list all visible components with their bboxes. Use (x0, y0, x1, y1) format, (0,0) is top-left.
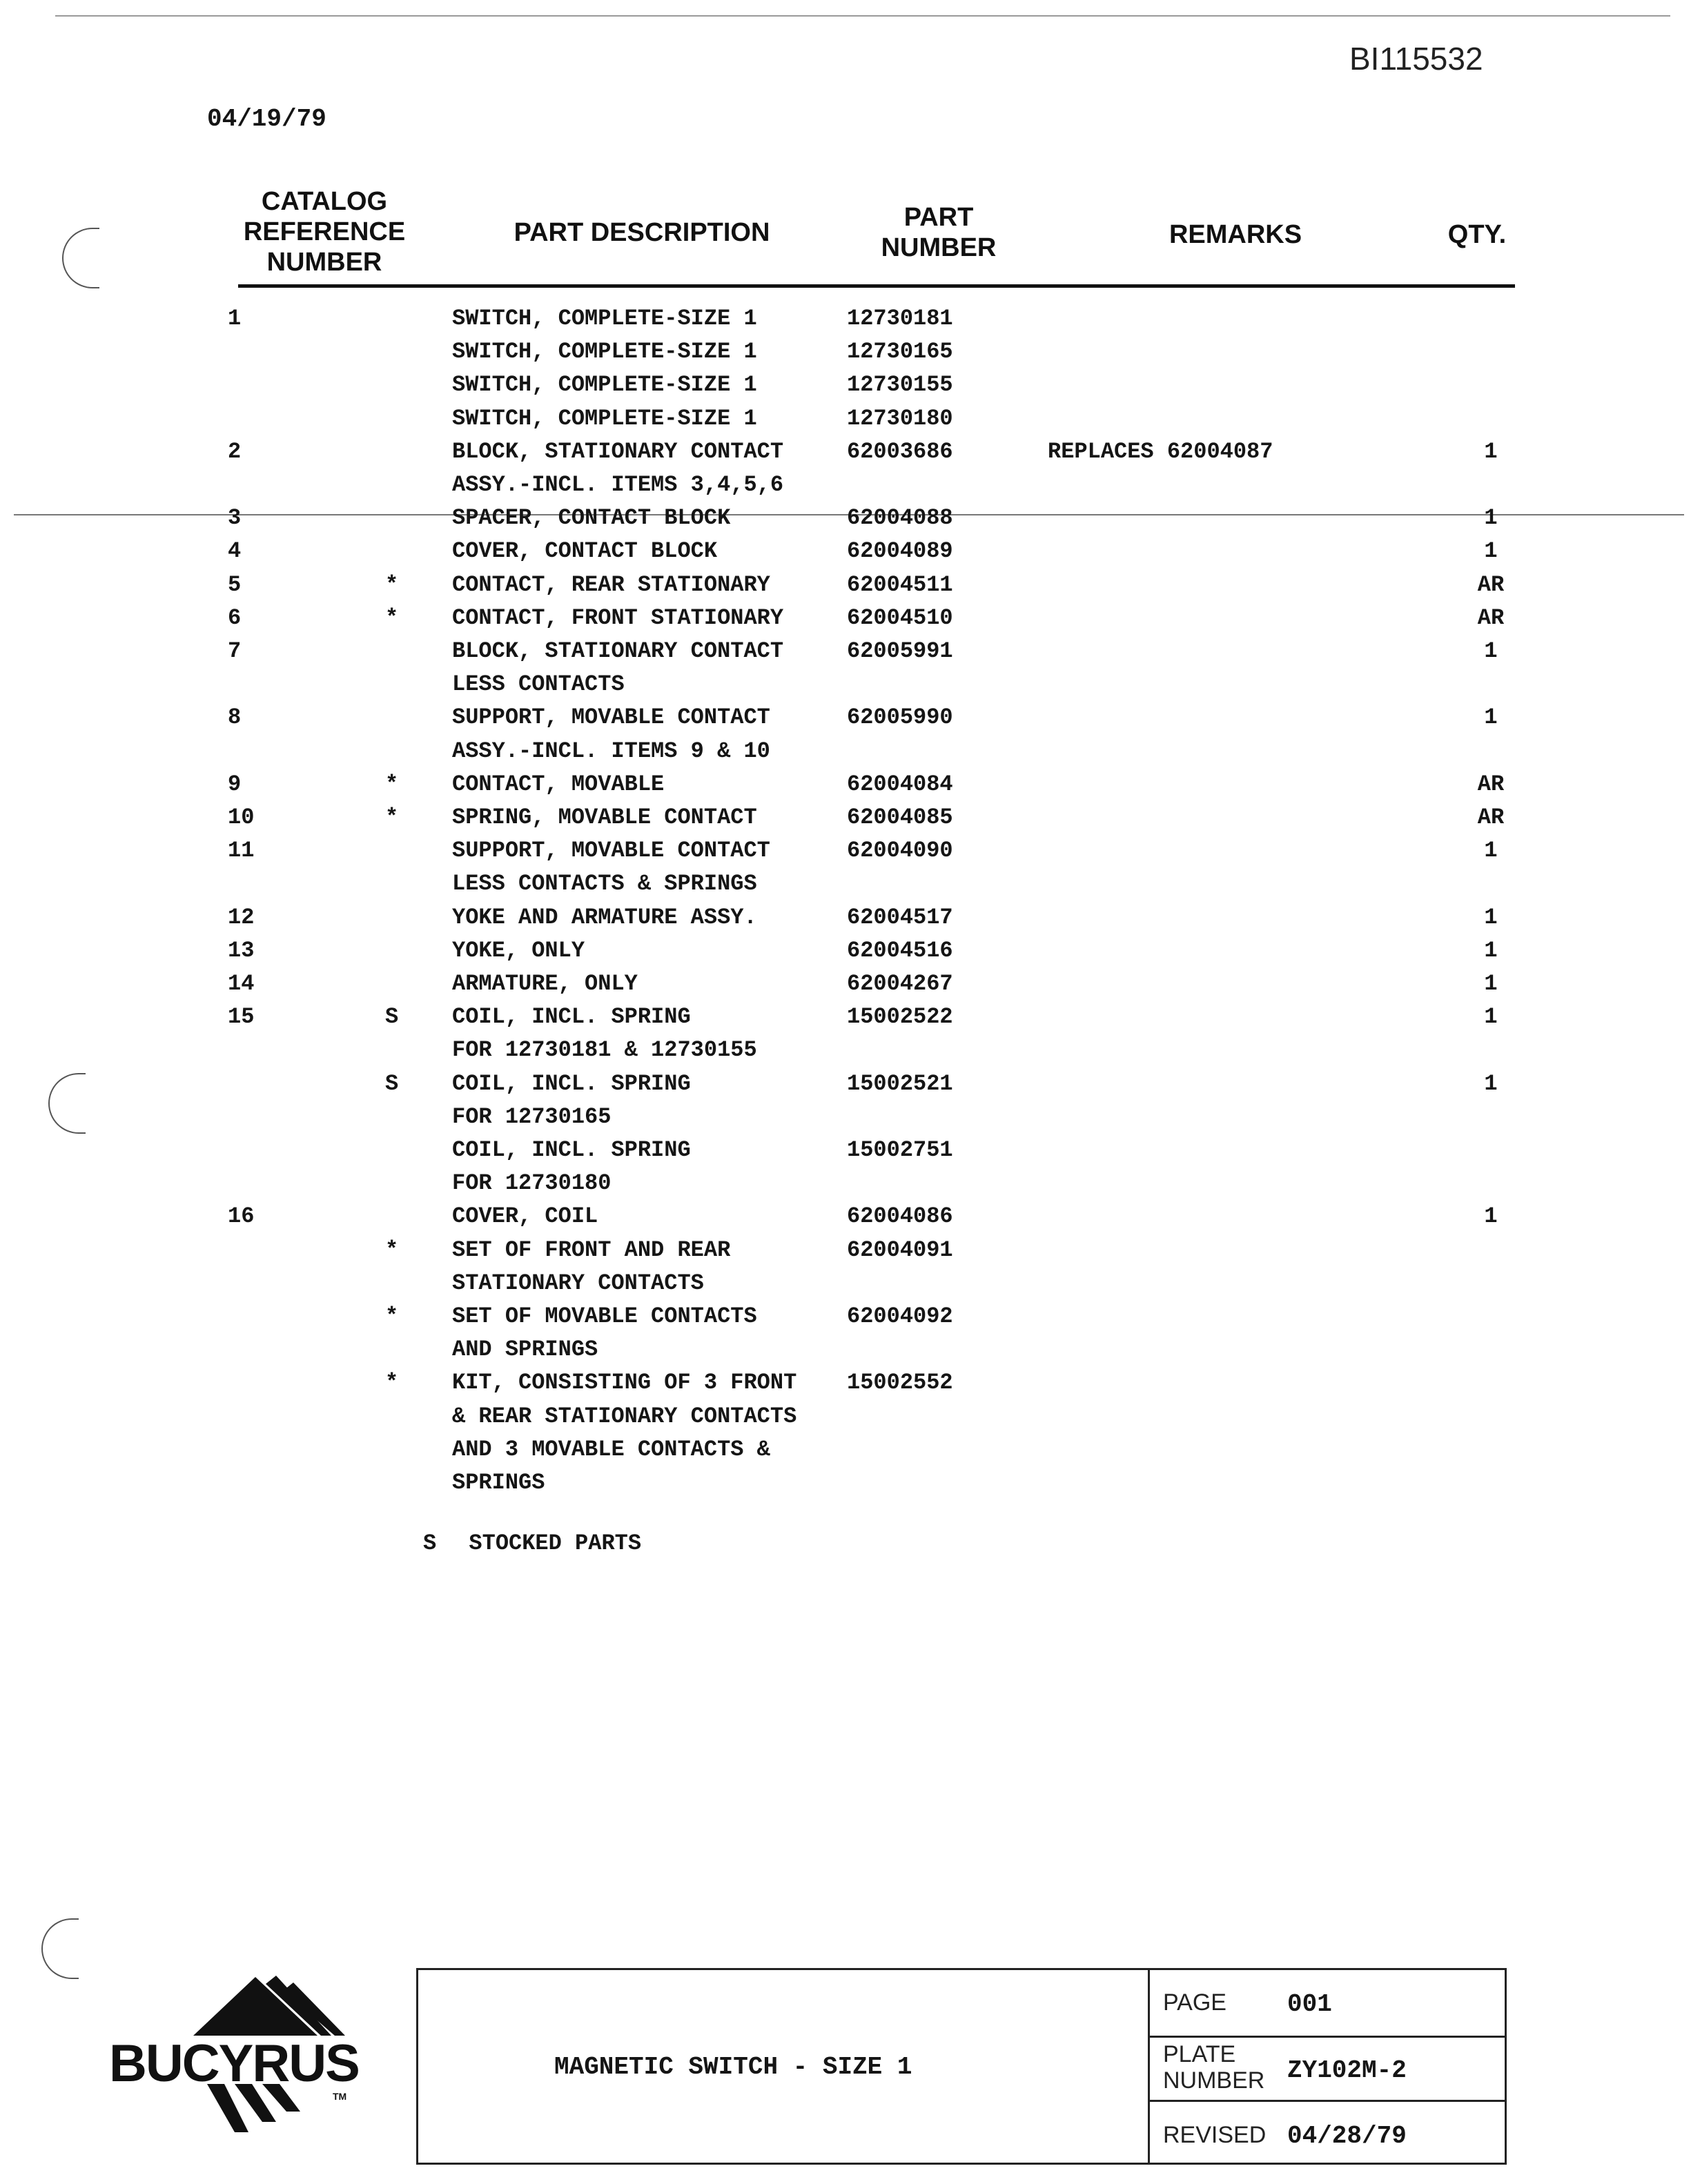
description-cell: SPACER, CONTACT BLOCK (452, 505, 731, 531)
description-cell: SPRING, MOVABLE CONTACT (452, 805, 757, 830)
description-cell: STATIONARY CONTACTS (452, 1270, 704, 1296)
part-number-cell: 62004510 (847, 604, 953, 631)
table-row (0, 1267, 1691, 1300)
qty-cell: 1 (1484, 971, 1498, 996)
table-row (0, 435, 1691, 469)
part-number-cell: 62004085 (847, 805, 953, 830)
qty-cell: AR (1477, 604, 1505, 631)
plate-label: PLATE NUMBER (1163, 2041, 1265, 2094)
catalog-ref-cell: 6 (228, 604, 242, 631)
description-cell: YOKE, ONLY (452, 937, 585, 963)
description-cell: AND 3 MOVABLE CONTACTS & (452, 1436, 770, 1462)
part-number-cell: 12730165 (847, 339, 953, 365)
description-cell: SUPPORT, MOVABLE CONTACT (452, 838, 770, 864)
description-cell: COIL, INCL. SPRING (452, 1137, 691, 1163)
part-number-cell: 15002552 (847, 1370, 953, 1396)
revised-date: 04/28/79 (1287, 2122, 1407, 2150)
table-row (0, 735, 1691, 768)
table-row (0, 768, 1691, 801)
mark-cell: S (385, 1070, 399, 1096)
table-row (0, 1101, 1691, 1134)
table-row (0, 1400, 1691, 1433)
header-rule (238, 284, 1515, 288)
table-row (0, 801, 1691, 834)
part-number-cell: 62004090 (847, 838, 953, 864)
table-row (0, 635, 1691, 668)
part-number-cell: 15002521 (847, 1070, 953, 1096)
plate-number: ZY102M-2 (1287, 2056, 1407, 2085)
table-row (0, 934, 1691, 967)
logo-trademark: TM (333, 2091, 347, 2102)
description-cell: BLOCK, STATIONARY CONTACT (452, 638, 784, 664)
description-cell: CONTACT, MOVABLE (452, 771, 665, 797)
catalog-ref-cell: 5 (228, 571, 242, 598)
mark-cell: * (385, 604, 399, 631)
qty-cell: AR (1477, 771, 1505, 797)
part-number-cell: 62004088 (847, 505, 953, 531)
description-cell: SWITCH, COMPLETE-SIZE 1 (452, 306, 757, 331)
description-cell: SET OF FRONT AND REAR (452, 1237, 731, 1263)
mark-cell: * (385, 1303, 399, 1329)
bucyrus-logo (104, 1970, 400, 2163)
description-cell: SET OF MOVABLE CONTACTS (452, 1303, 757, 1329)
part-number-cell: 12730181 (847, 306, 953, 331)
description-cell: SWITCH, COMPLETE-SIZE 1 (452, 339, 757, 365)
legend (423, 1531, 641, 1556)
qty-cell: 1 (1484, 838, 1498, 864)
table-row (0, 1001, 1691, 1034)
catalog-ref-cell: 8 (228, 705, 242, 731)
table-row (0, 1034, 1691, 1067)
legend-text: STOCKED PARTS (469, 1531, 642, 1556)
part-number-cell: 62004086 (847, 1203, 953, 1230)
part-number-cell: 62004091 (847, 1237, 953, 1263)
description-cell: SWITCH, COMPLETE-SIZE 1 (452, 372, 757, 398)
part-number-cell: 62004516 (847, 937, 953, 963)
catalog-ref-cell: 1 (228, 306, 242, 331)
table-row (0, 1134, 1691, 1167)
description-cell: SUPPORT, MOVABLE CONTACT (452, 705, 770, 731)
qty-cell: AR (1477, 571, 1505, 598)
part-number-cell: 62004084 (847, 771, 953, 797)
header-remarks: REMARKS (1169, 220, 1302, 249)
qty-cell: 1 (1484, 505, 1498, 531)
description-cell: KIT, CONSISTING OF 3 FRONT (452, 1370, 797, 1396)
qty-cell: AR (1477, 805, 1505, 830)
description-cell: LESS CONTACTS & SPRINGS (452, 871, 757, 897)
description-cell: SWITCH, COMPLETE-SIZE 1 (452, 405, 757, 431)
catalog-ref-cell: 7 (228, 638, 242, 664)
table-row (0, 535, 1691, 568)
qty-cell: 1 (1484, 538, 1498, 564)
description-cell: LESS CONTACTS (452, 671, 625, 698)
part-number-cell: 62005991 (847, 638, 953, 664)
table-row (0, 1433, 1691, 1466)
table-row (0, 502, 1691, 535)
drawing-title: MAGNETIC SWITCH - SIZE 1 (554, 2053, 912, 2081)
catalog-ref-cell: 4 (228, 538, 242, 564)
table-row (0, 1068, 1691, 1101)
mark-cell: S (385, 1004, 399, 1030)
table-row (0, 1366, 1691, 1399)
description-cell: COIL, INCL. SPRING (452, 1004, 691, 1030)
table-row (0, 834, 1691, 867)
logo-wordmark: BUCYRUS (109, 2034, 359, 2093)
table-row (0, 967, 1691, 1001)
punch-hole-mark (62, 228, 99, 288)
part-number-cell: 15002751 (847, 1137, 953, 1163)
table-row (0, 701, 1691, 734)
qty-cell: 1 (1484, 1203, 1498, 1230)
table-row (0, 1333, 1691, 1366)
header-part-description: PART DESCRIPTION (514, 218, 770, 247)
part-number-cell: 62003686 (847, 438, 953, 464)
catalog-ref-cell: 14 (228, 971, 255, 996)
qty-cell: 1 (1484, 638, 1498, 664)
catalog-ref-cell: 11 (228, 838, 255, 864)
scan-line-top (55, 15, 1670, 17)
description-cell: FOR 12730181 & 12730155 (452, 1037, 757, 1063)
description-cell: & REAR STATIONARY CONTACTS (452, 1403, 797, 1429)
part-number-cell: 12730180 (847, 405, 953, 431)
catalog-ref-cell: 3 (228, 505, 242, 531)
table-row (0, 368, 1691, 402)
table-row (0, 1300, 1691, 1333)
catalog-ref-cell: 10 (228, 805, 255, 830)
print-date: 04/19/79 (207, 105, 326, 133)
description-cell: ARMATURE, ONLY (452, 971, 638, 996)
description-cell: COVER, COIL (452, 1203, 598, 1230)
catalog-ref-cell: 9 (228, 771, 242, 797)
description-cell: YOKE AND ARMATURE ASSY. (452, 904, 757, 930)
catalog-ref-cell: 15 (228, 1004, 255, 1030)
qty-cell: 1 (1484, 438, 1498, 464)
table-row (0, 302, 1691, 335)
qty-cell: 1 (1484, 705, 1498, 731)
table-row (0, 469, 1691, 502)
qty-cell: 1 (1484, 904, 1498, 930)
table-row (0, 335, 1691, 368)
catalog-ref-cell: 16 (228, 1203, 255, 1230)
legend-mark: S (423, 1531, 437, 1556)
table-row (0, 1167, 1691, 1200)
revised-label: REVISED (1163, 2122, 1267, 2148)
description-cell: COIL, INCL. SPRING (452, 1070, 691, 1096)
table-row (0, 569, 1691, 602)
description-cell: ASSY.-INCL. ITEMS 3,4,5,6 (452, 472, 784, 498)
mark-cell: * (385, 1237, 399, 1263)
description-cell: FOR 12730180 (452, 1170, 612, 1197)
qty-cell: 1 (1484, 1070, 1498, 1096)
description-cell: SPRINGS (452, 1470, 545, 1495)
catalog-ref-cell: 13 (228, 937, 255, 963)
catalog-ref-cell: 2 (228, 438, 242, 464)
title-block-hline (1148, 2036, 1507, 2038)
qty-cell: 1 (1484, 937, 1498, 963)
catalog-ref-cell: 12 (228, 904, 255, 930)
table-row (0, 602, 1691, 635)
table-row (0, 668, 1691, 701)
punch-hole-mark (41, 1918, 79, 1979)
table-row (0, 1234, 1691, 1267)
table-row (0, 901, 1691, 934)
part-number-cell: 12730155 (847, 372, 953, 398)
mark-cell: * (385, 1370, 399, 1396)
table-row (0, 1466, 1691, 1499)
document-id: BI115532 (1349, 41, 1483, 77)
remarks-cell: REPLACES 62004087 (1048, 438, 1273, 464)
mark-cell: * (385, 571, 399, 598)
description-cell: COVER, CONTACT BLOCK (452, 538, 718, 564)
page-number: 001 (1287, 1990, 1332, 2018)
description-cell: FOR 12730165 (452, 1103, 612, 1130)
table-row (0, 867, 1691, 901)
part-number-cell: 62004511 (847, 571, 953, 598)
part-number-cell: 62004517 (847, 904, 953, 930)
title-block-hline (1148, 2100, 1507, 2102)
table-row (0, 402, 1691, 435)
qty-cell: 1 (1484, 1004, 1498, 1030)
table-row (0, 1200, 1691, 1233)
part-number-cell: 62004267 (847, 971, 953, 996)
title-block-divider (1148, 1968, 1150, 2165)
description-cell: CONTACT, REAR STATIONARY (452, 571, 770, 598)
header-part-number: PART NUMBER (881, 203, 997, 262)
mark-cell: * (385, 805, 399, 830)
header-catalog-ref: CATALOG REFERENCE NUMBER (243, 187, 406, 277)
description-cell: ASSY.-INCL. ITEMS 9 & 10 (452, 738, 770, 764)
part-number-cell: 62005990 (847, 705, 953, 731)
mark-cell: * (385, 771, 399, 797)
part-number-cell: 62004089 (847, 538, 953, 564)
page-label: PAGE (1163, 1989, 1226, 2016)
description-cell: CONTACT, FRONT STATIONARY (452, 604, 784, 631)
description-cell: AND SPRINGS (452, 1337, 598, 1363)
description-cell: BLOCK, STATIONARY CONTACT (452, 438, 784, 464)
header-qty: QTY. (1447, 220, 1507, 249)
part-number-cell: 62004092 (847, 1303, 953, 1329)
part-number-cell: 15002522 (847, 1004, 953, 1030)
